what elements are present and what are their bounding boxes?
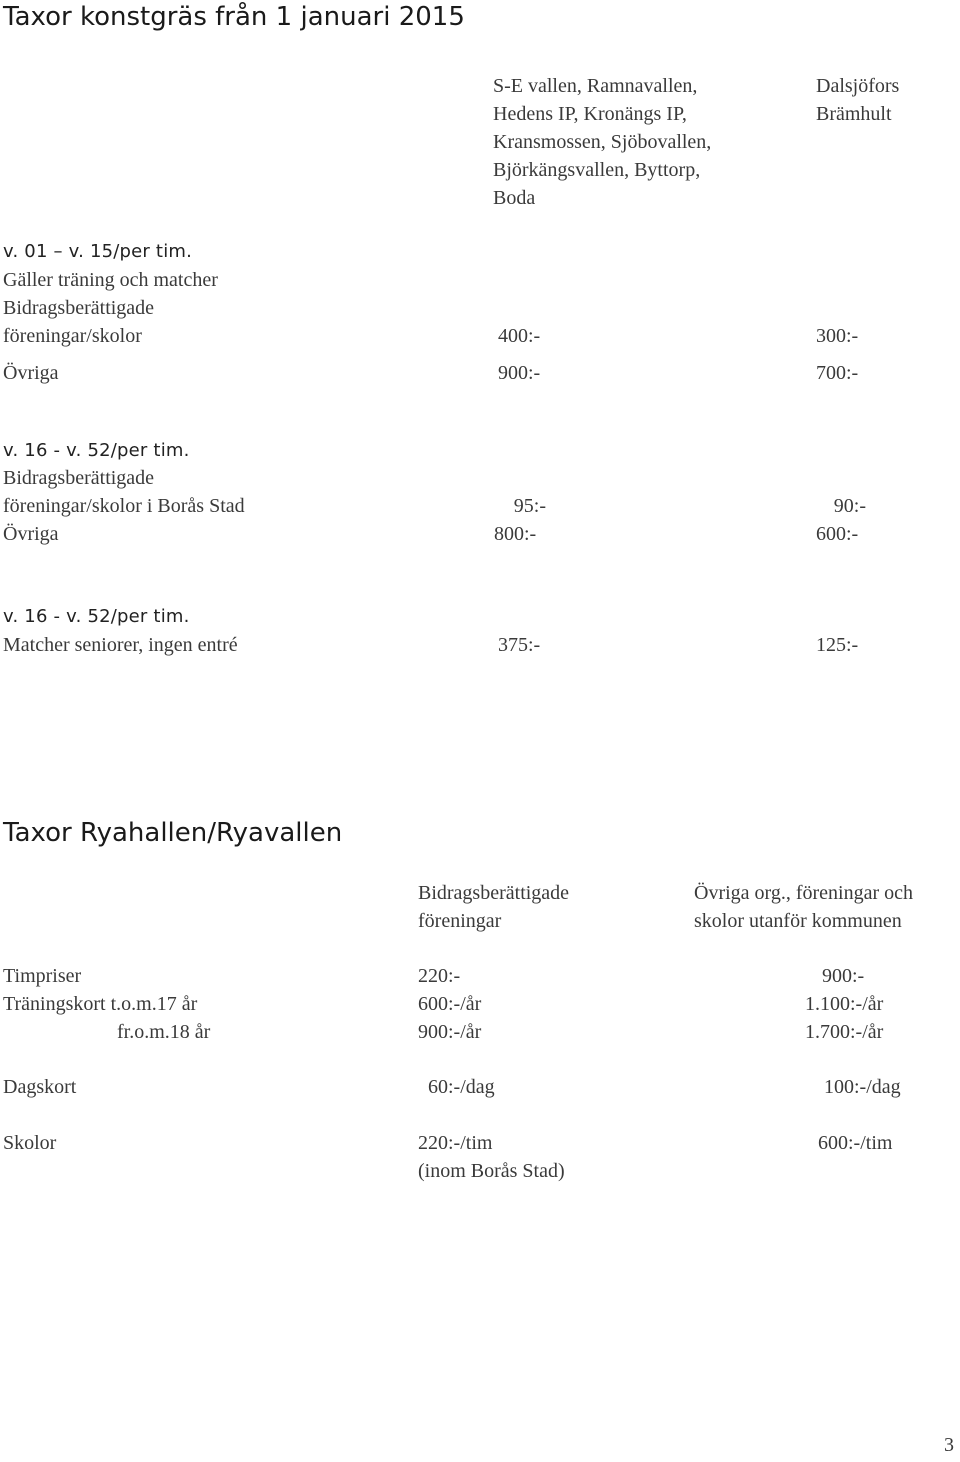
section-title: Taxor Ryahallen/Ryavallen [3, 818, 343, 848]
price-cell: 600:-/år [418, 993, 482, 1015]
price-cell: 220:- [418, 965, 461, 987]
period-heading: v. 16 - v. 52/per tim. [3, 606, 190, 627]
column-header-main-fields: S-E vallen, Ramnavallen, Hedens IP, Kronängs IP, Kransmossen, Sjöbovallen, Björkängsvallen, Byttorp, Boda [493, 75, 712, 209]
row-label: Matcher seniorer, ingen entré [3, 634, 238, 656]
price-cell: 800:- [494, 523, 537, 545]
price-cell: 300:- [816, 325, 859, 347]
period-heading: v. 01 – v. 15/per tim. [3, 241, 193, 262]
row-label: Skolor [3, 1132, 57, 1154]
column-header-others: Övriga org., föreningar och skolor utanför kommunen [694, 882, 914, 932]
price-cell: 90:- [833, 495, 866, 517]
price-cell: 375:- [498, 634, 541, 656]
column-header-dalsjofors: Dalsjöfors Brämhult [816, 75, 900, 125]
price-cell: 125:- [816, 634, 859, 656]
row-label: Timpriser [3, 965, 82, 987]
row-label: Övriga [3, 523, 59, 545]
page-title: Taxor konstgräs från 1 januari 2015 [3, 2, 465, 32]
price-cell: 600:-/tim [818, 1132, 893, 1154]
row-label: fr.o.m.18 år [117, 1021, 211, 1043]
row-label: Bidragsberättigade föreningar/skolor [3, 297, 155, 347]
row-label: Bidragsberättigade föreningar/skolor i Borås Stad [3, 467, 245, 517]
block-note: Gäller träning och matcher [3, 269, 218, 291]
price-cell: 1.700:-/år [805, 1021, 884, 1043]
price-cell: 1.100:-/år [805, 993, 884, 1015]
price-cell: 600:- [816, 523, 859, 545]
row-label: Dagskort [3, 1076, 77, 1098]
price-cell: 100:-/dag [824, 1076, 901, 1098]
row-label: Övriga [3, 362, 59, 384]
price-cell: 60:-/dag [428, 1076, 495, 1098]
page-number: 3 [944, 1434, 954, 1456]
period-heading: v. 16 - v. 52/per tim. [3, 440, 190, 461]
column-header-eligible: Bidragsberättigade föreningar [418, 882, 570, 932]
price-cell: 900:-/år [418, 1021, 482, 1043]
price-cell: 220:-/tim (inom Borås Stad) [418, 1132, 565, 1182]
row-label: Träningskort t.o.m.17 år [3, 993, 198, 1015]
price-cell: 400:- [498, 325, 541, 347]
price-cell: 700:- [816, 362, 859, 384]
price-cell: 900:- [498, 362, 541, 384]
price-cell: 900:- [822, 965, 865, 987]
price-cell: 95:- [513, 495, 546, 517]
